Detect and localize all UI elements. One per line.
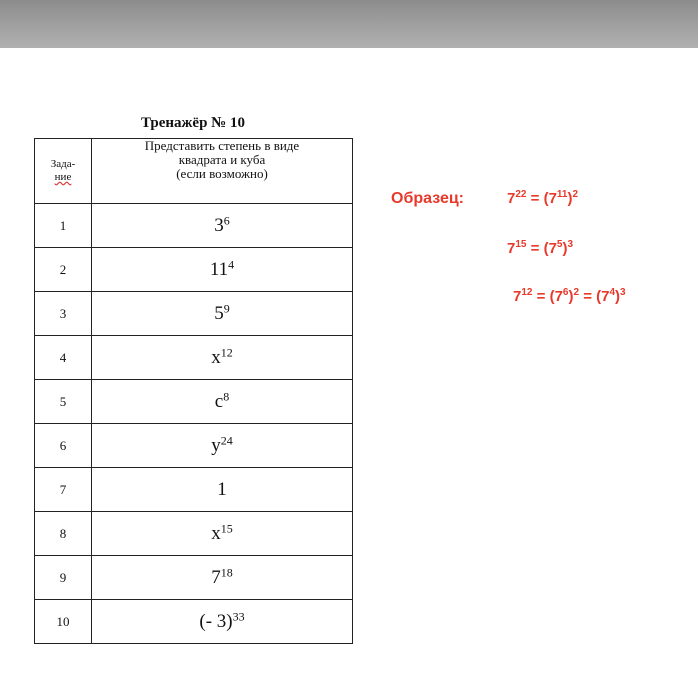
expression-exponent: 4	[228, 256, 235, 271]
expression-exponent: 18	[220, 564, 233, 579]
expression-base: 1	[217, 478, 227, 500]
header-task-line2: квадрата и куба	[178, 152, 266, 167]
task-expression	[92, 336, 353, 380]
table-row	[35, 424, 353, 468]
task-number: 8	[35, 512, 92, 556]
table-row	[35, 292, 353, 336]
sample-line-3: $7^{12} = (7^6)^2 = (7^4)^3$	[513, 287, 626, 305]
expression-exponent: 9	[223, 300, 230, 315]
task-number: 6	[35, 424, 92, 468]
task-number: 1	[35, 204, 92, 248]
top-bar	[0, 0, 698, 48]
task-number: 4	[35, 336, 92, 380]
header-task-number	[35, 139, 92, 204]
table-row	[35, 512, 353, 556]
task-number: 2	[35, 248, 92, 292]
task-number: 10	[35, 600, 92, 644]
expression-base: y	[211, 434, 221, 456]
expression-exponent: 6	[223, 212, 230, 227]
task-expression	[92, 600, 353, 644]
sample-line-2: $7^{15} = (7^5)^3$	[507, 239, 574, 257]
expression-base: 7	[211, 566, 221, 588]
expression-base: (- 3)	[199, 610, 233, 632]
sample-label: Образец:	[391, 190, 464, 207]
exercise-table	[34, 138, 353, 644]
task-expression	[92, 424, 353, 468]
task-number: 3	[35, 292, 92, 336]
task-number: 9	[35, 556, 92, 600]
header-num-line1: Зада-	[50, 158, 76, 170]
expression-exponent: 24	[220, 432, 233, 447]
table-row	[35, 556, 353, 600]
expression-exponent: 33	[232, 608, 245, 623]
expression-base: 5	[214, 302, 224, 324]
task-expression	[92, 204, 353, 248]
task-expression	[92, 556, 353, 600]
sample-line-1: $7^{22} = (7^{11})^2$	[507, 189, 579, 207]
header-task-line3: (если возможно)	[176, 166, 268, 181]
expression-base: c	[214, 390, 224, 412]
task-expression	[92, 292, 353, 336]
expression-base: x	[211, 522, 221, 544]
task-number: 5	[35, 380, 92, 424]
expression-base: x	[211, 346, 221, 368]
expression-exponent: 15	[220, 520, 233, 535]
expression-base: 11	[209, 258, 229, 280]
expression-exponent: 8	[223, 388, 230, 403]
task-expression	[92, 380, 353, 424]
table-row	[35, 204, 353, 248]
table-row	[35, 468, 353, 512]
worksheet-title: Тренажёр № 10	[140, 115, 246, 131]
expression-base: 3	[214, 214, 224, 236]
header-task-line1: Представить степень в виде	[144, 138, 300, 153]
header-task-description	[92, 139, 353, 204]
table-row	[35, 600, 353, 644]
header-num-line2: ние	[54, 171, 72, 183]
expression-exponent: 12	[220, 344, 233, 359]
table-row	[35, 380, 353, 424]
task-expression	[92, 248, 353, 292]
task-expression	[92, 512, 353, 556]
task-expression	[92, 468, 353, 512]
table-row	[35, 248, 353, 292]
table-header-row	[35, 139, 353, 204]
task-number: 7	[35, 468, 92, 512]
table-row	[35, 336, 353, 380]
